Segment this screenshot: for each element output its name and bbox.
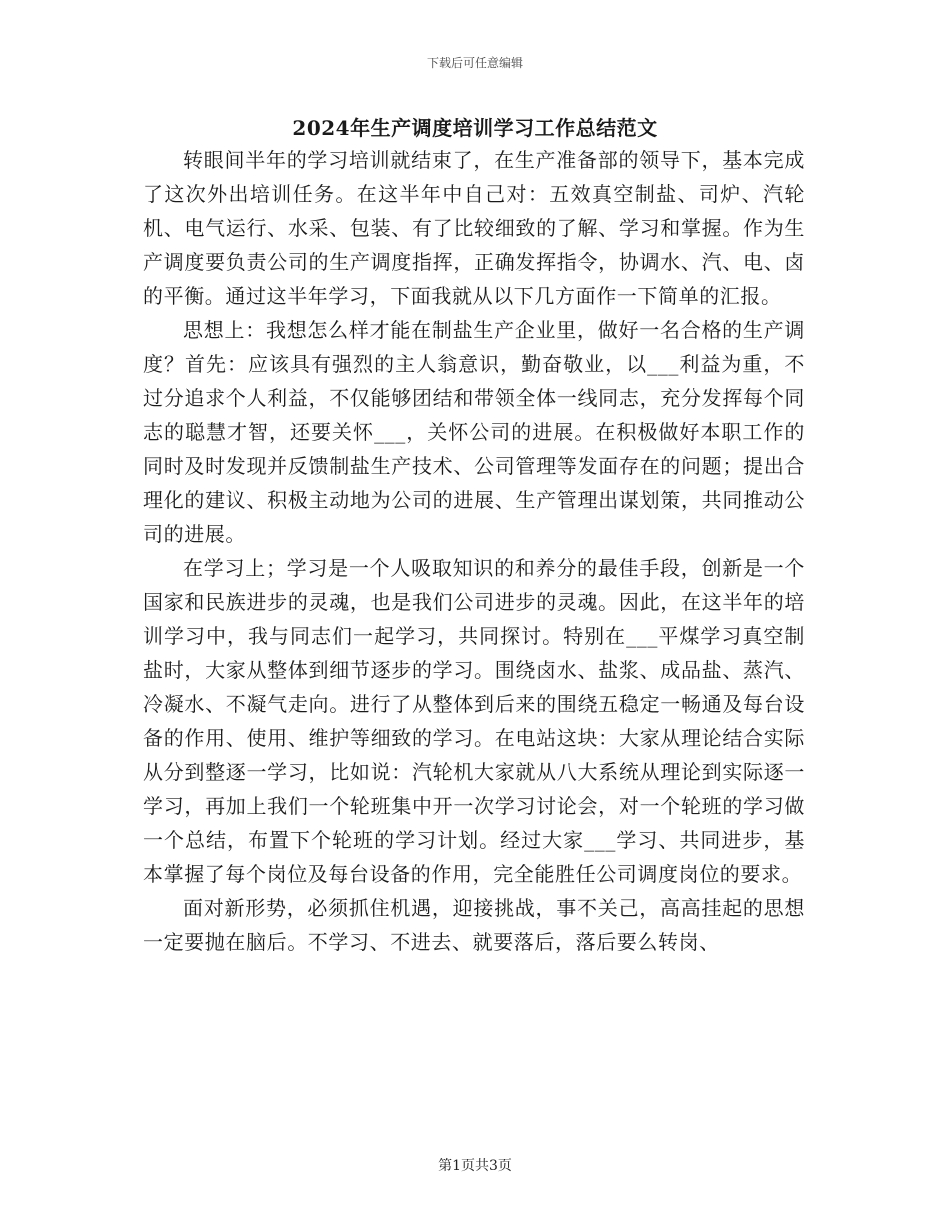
document-body <box>143 143 805 959</box>
header-note: 下载后可任意编辑 <box>426 56 523 70</box>
paragraph-new-situation: 面对新形势，必须抓住机遇，迎接挑战，事不关己，高高挂起的思想一定要抛在脑后。不学习、不进去、就要落后，落后要么转岗、 <box>143 896 805 954</box>
paragraph-thinking: 思想上：我想怎么样才能在制盐生产企业里，做好一名合格的生产调度？首先：应该具有强烈的主人翁意识，勤奋敬业，以___利益为重，不过分追求个人利益，不仅能够团结和带领全体一线同志，充分发挥每个同志的聪慧才智，还要关怀___，关怀公司的进展。在积极做好本职工作的同时及时发现并反馈制盐生产技术、公司管理等发面存在的问题；提出合理化的建议、积极主动地为公司的进展、生产管理出谋划策，共同推动公司的进展。 <box>143 318 805 546</box>
document-title: 2024年生产调度培训学习工作总结范文 <box>292 116 658 140</box>
page-footer: 第1页共3页 <box>438 1158 512 1174</box>
paragraph-study: 在学习上；学习是一个人吸取知识的和养分的最佳手段，创新是一个国家和民族进步的灵魂，也是我们公司进步的灵魂。因此，在这半年的培训学习中，我与同志们一起学习，共同探讨。特别在___平煤学习真空制盐时，大家从整体到细节逐步的学习。围绕卤水、盐浆、成品盐、蒸汽、冷凝水、不凝气走向。进行了从整体到后来的围绕五稳定一畅通及每台设备的作用、使用、维护等细致的学习。在电站这块：大家从理论结合实际从分到整逐一学习，比如说：汽轮机大家就从八大系统从理论到实际逐一学习，再加上我们一个轮班集中开一次学习讨论会，对一个轮班的学习做一个总结，布置下个轮班的学习计划。经过大家___学习、共同进步，基本掌握了每个岗位及每台设备的作用，完全能胜任公司调度岗位的要求。 <box>143 556 805 886</box>
paragraph-intro: 转眼间半年的学习培训就结束了，在生产准备部的领导下，基本完成了这次外出培训任务。在这半年中自己对：五效真空制盐、司炉、汽轮机、电气运行、水采、包装、有了比较细致的了解、学习和掌握。作为生产调度要负责公司的生产调度指挥，正确发挥指令，协调水、汽、电、卤的平衡。通过这半年学习，下面我就从以下几方面作一下简单的汇报。 <box>143 148 805 308</box>
